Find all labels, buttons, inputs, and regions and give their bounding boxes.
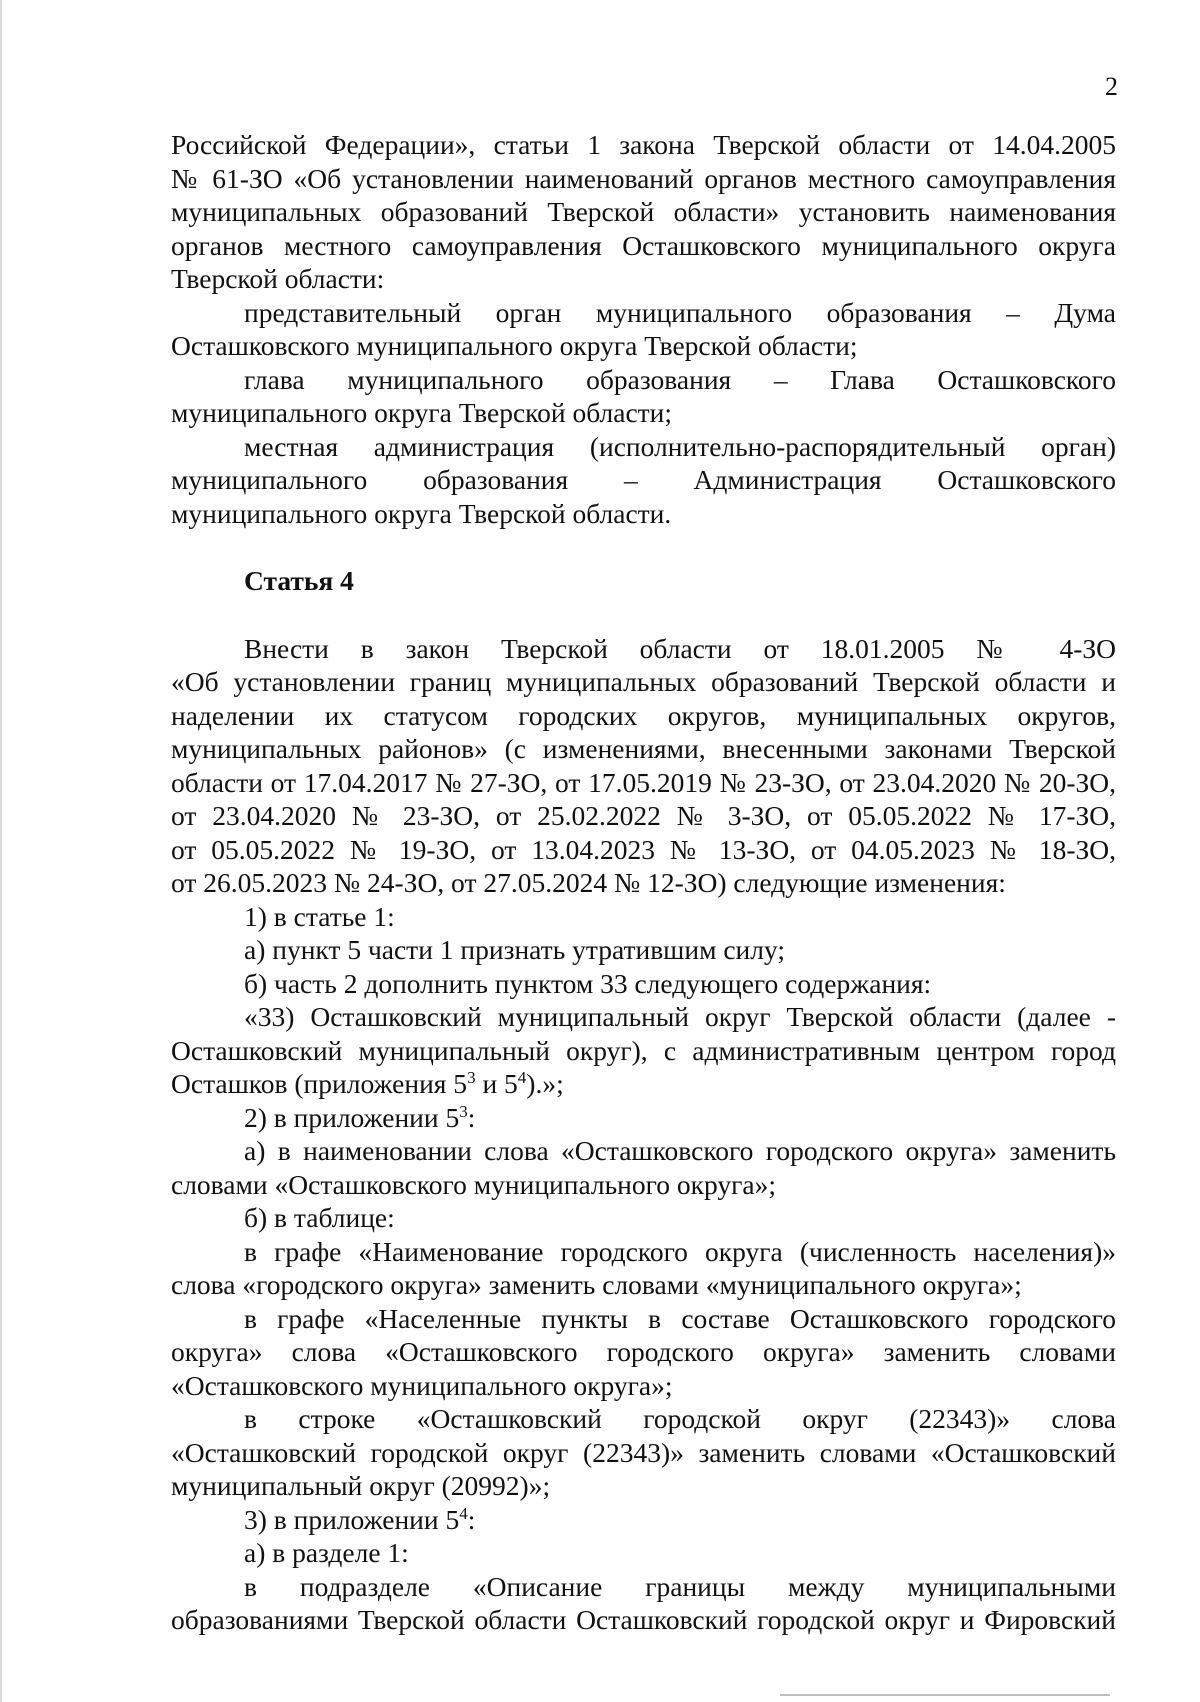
item-1 — [171, 900, 1116, 934]
text-line: местная администрация (исполнительно-распорядительный орган) — [244, 430, 1116, 462]
text-line: муниципальных районов» (с изменениями, внесенными законами Тверской — [171, 733, 1116, 764]
organ-head — [171, 363, 1116, 430]
text-line: Тверской области: — [171, 263, 385, 294]
text-line: образованиями Тверской области Осташковский городской округ и Фировский — [171, 1604, 1116, 1635]
scan-edge-left — [0, 0, 2, 1702]
text-line: «Об установлении границ муниципальных образований Тверской области и — [171, 666, 1116, 697]
text-line: а) в наименовании слова «Осташковского городского округа» заменить — [244, 1135, 1116, 1166]
item-3a — [171, 1536, 1116, 1570]
item-2b — [171, 1201, 1116, 1235]
page-number: 2 — [1105, 72, 1118, 101]
article-heading: Статья 4 — [244, 565, 354, 596]
text-line: округа» слова «Осташковского городского округа» заменить словами — [171, 1336, 1116, 1367]
text-line: наделении их статусом городских округов, муниципальных округов, — [171, 699, 1116, 731]
text-line: а) пункт 5 части 1 признать утратившим силу; — [244, 934, 786, 965]
text-line: области от 17.04.2017 № 27-ЗО, от 17.05.2019 № 23-ЗО, от 23.04.2020 № 20-ЗО, — [171, 766, 1116, 798]
document-body — [171, 128, 1116, 1637]
column-name-change — [171, 1235, 1116, 1302]
superscript: 3 — [459, 1101, 468, 1121]
text-line: от 05.05.2022 № 19-ЗО, от 13.04.2023 № 13-ЗО, от 04.05.2023 № 18-ЗО, — [171, 833, 1116, 865]
item-1b — [171, 967, 1116, 1001]
quoted-point-33 — [171, 1000, 1116, 1101]
subsection-description — [171, 1570, 1116, 1637]
superscript: 4 — [517, 1067, 527, 1087]
item-3 — [171, 1503, 1116, 1537]
text-line: в строке «Осташковский городской округ (22343)» слова — [244, 1403, 1116, 1434]
text-line: глава муниципального образования – Глава Осташковского — [244, 363, 1116, 395]
text-line: а) в разделе 1: — [244, 1537, 409, 1568]
intro-paragraph — [171, 128, 1116, 296]
organ-representative — [171, 296, 1116, 363]
text-line: «33) Осташковский муниципальный округ Тверской области (далее - — [244, 1001, 1116, 1032]
spacer — [171, 530, 1116, 564]
row-change — [171, 1402, 1116, 1503]
text-line: слова «городского округа» заменить словами «муниципального округа»; — [171, 1269, 1022, 1300]
text-line: муниципального образования – Администрация Осташковского — [171, 464, 1116, 495]
organ-administration — [171, 430, 1116, 531]
text-line: 1) в статье 1: — [244, 900, 395, 932]
text-line: органов местного самоуправления Осташковского муниципального округа — [171, 229, 1116, 261]
item-2 — [171, 1101, 1116, 1135]
text-line: б) в таблице: — [244, 1202, 395, 1233]
text-line: в подразделе «Описание границы между муниципальными — [244, 1570, 1116, 1602]
text-line: словами «Осташковского муниципального округа»; — [171, 1168, 776, 1200]
text-line: муниципального округа Тверской области. — [171, 497, 672, 529]
scan-edge-bottom — [780, 1694, 1110, 1696]
text-line: Российской Федерации», статьи 1 закона Тверской области от 14.04.2005 — [171, 129, 1116, 160]
spacer — [171, 598, 1116, 632]
text-line: в графе «Населенные пункты в составе Осташковского городского — [244, 1302, 1116, 1334]
text-line: 3) в приложении $5^4$: — [244, 1503, 476, 1535]
text-line: «Осташковский городской округ (22343)» заменить словами «Осташковский — [171, 1436, 1116, 1468]
superscript: 3 — [467, 1067, 476, 1087]
text-line: муниципальный округ (20992)»; — [171, 1470, 551, 1501]
text-line: 2) в приложении $5^3$: — [244, 1101, 476, 1133]
text-line: № 61-ЗО «Об установлении наименований органов местного самоуправления — [171, 162, 1116, 194]
superscript: 4 — [459, 1503, 468, 1523]
text-line: от 23.04.2020 № 23-ЗО, от 25.02.2022 № 3-ЗО, от 05.05.2022 № 17-ЗО, — [171, 800, 1116, 831]
text-line: б) часть 2 дополнить пунктом 33 следующего содержания: — [244, 967, 932, 999]
column-settlements-change — [171, 1302, 1116, 1403]
text-line: «Осташковского муниципального округа»; — [171, 1369, 673, 1401]
text-line: муниципального округа Тверской области; — [171, 397, 673, 428]
item-2a — [171, 1134, 1116, 1201]
text-line: представительный орган муниципального образования – Дума — [244, 296, 1116, 328]
text-line: Осташков (приложения $5^3$ и $5^4$).»; — [171, 1067, 564, 1099]
item-1a — [171, 933, 1116, 967]
text-line: Осташковский муниципальный округ), с административным центром город — [171, 1034, 1116, 1066]
text-line: в графе «Наименование городского округа (численность населения)» — [244, 1235, 1116, 1267]
text-line: Внести в закон Тверской области от 18.01.2005 № 4-ЗО — [244, 632, 1116, 664]
text-line: Осташковского муниципального округа Тверской области; — [171, 330, 858, 361]
text-line: от 26.05.2023 № 24-ЗО, от 27.05.2024 № 12-ЗО) следующие изменения: — [171, 867, 1006, 898]
text-line: муниципальных образований Тверской области» установить наименования — [171, 196, 1116, 227]
article-paragraph — [171, 632, 1116, 900]
